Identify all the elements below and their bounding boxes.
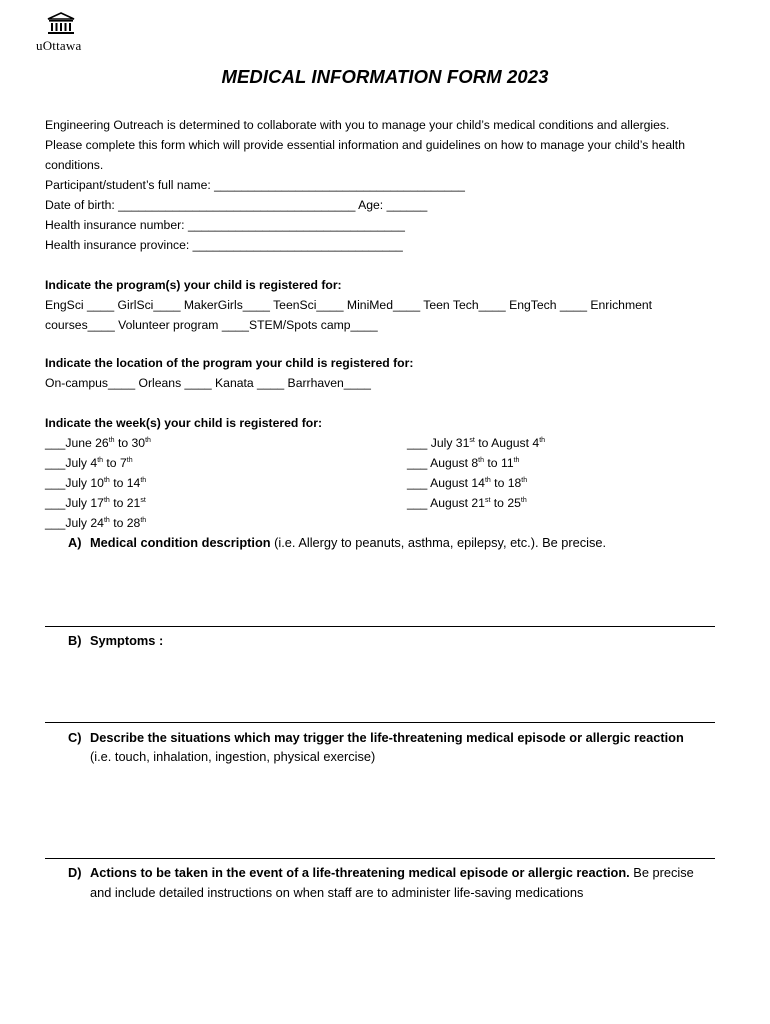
section-a-answer-line[interactable]	[45, 626, 715, 627]
intro-line-2: Please complete this form which will provide essential information and guidelines on how to manage your child’s health	[45, 138, 685, 152]
week-option[interactable]: ___July 4th to 7th	[45, 456, 133, 470]
participant-name-field[interactable]: Participant/student’s full name: _____________________________________	[45, 178, 465, 192]
health-insurance-number-field[interactable]: Health insurance number: ________________________________	[45, 218, 405, 232]
date-of-birth-label: Date of birth: ___________________________________	[45, 198, 356, 212]
section-d-subtext: and include detailed instructions on when staff are to administer life-saving medications	[90, 885, 584, 900]
weeks-heading: Indicate the week(s) your child is registered for:	[45, 416, 322, 430]
intro-line-1: Engineering Outreach is determined to collaborate with you to manage your child’s medical conditions and allergies.	[45, 118, 670, 132]
programs-options-line-2[interactable]: courses____ Volunteer program ____STEM/Spots camp____	[45, 318, 378, 332]
week-option[interactable]: ___ August 14th to 18th	[407, 476, 528, 490]
week-option[interactable]: ___July 10th to 14th	[45, 476, 147, 490]
week-option[interactable]: ___July 17th to 21st	[45, 496, 146, 510]
section-c-subtext: (i.e. touch, inhalation, ingestion, physical exercise)	[90, 749, 376, 764]
section-d-heading: D) Actions to be taken in the event of a life-threatening medical episode or allergic reaction. Be precise	[68, 865, 694, 880]
week-option[interactable]: ___July 24th to 28th	[45, 516, 147, 530]
page-title: MEDICAL INFORMATION FORM 2023	[221, 66, 549, 87]
section-c-answer-line[interactable]	[45, 858, 715, 859]
intro-line-3: conditions.	[45, 158, 104, 172]
section-b-heading: B) Symptoms :	[68, 633, 164, 648]
university-building-icon	[46, 12, 76, 36]
location-options[interactable]: On-campus____ Orleans ____ Kanata ____ Barrhaven____	[45, 376, 371, 390]
logo-wordmark: uOttawa	[36, 38, 82, 53]
week-option[interactable]: ___ August 8th to 11th	[407, 456, 520, 470]
section-a-heading: A) Medical condition description (i.e. Allergy to peanuts, asthma, epilepsy, etc.). Be precise.	[68, 535, 607, 550]
university-logo	[36, 12, 96, 54]
week-option[interactable]: ___June 26th to 30th	[45, 436, 151, 450]
programs-heading: Indicate the program(s) your child is registered for:	[45, 278, 342, 292]
programs-options-line-1[interactable]: EngSci ____ GirlSci____ MakerGirls____ TeenSci____ MiniMed____ Teen Tech____ EngTech ____ Enrichment	[45, 298, 653, 312]
section-b-answer-line[interactable]	[45, 722, 715, 723]
location-heading: Indicate the location of the program your child is registered for:	[45, 356, 414, 370]
age-field[interactable]: Age: ______	[358, 198, 428, 212]
health-insurance-province-field[interactable]: Health insurance province: _______________________________	[45, 238, 403, 252]
week-option[interactable]: ___ August 21st to 25th	[407, 496, 527, 510]
date-of-birth-field[interactable]	[45, 197, 427, 213]
week-option[interactable]: ___ July 31st to August 4th	[407, 436, 546, 450]
section-c-heading: C) Describe the situations which may trigger the life-threatening medical episode or allergic reaction	[68, 730, 684, 745]
